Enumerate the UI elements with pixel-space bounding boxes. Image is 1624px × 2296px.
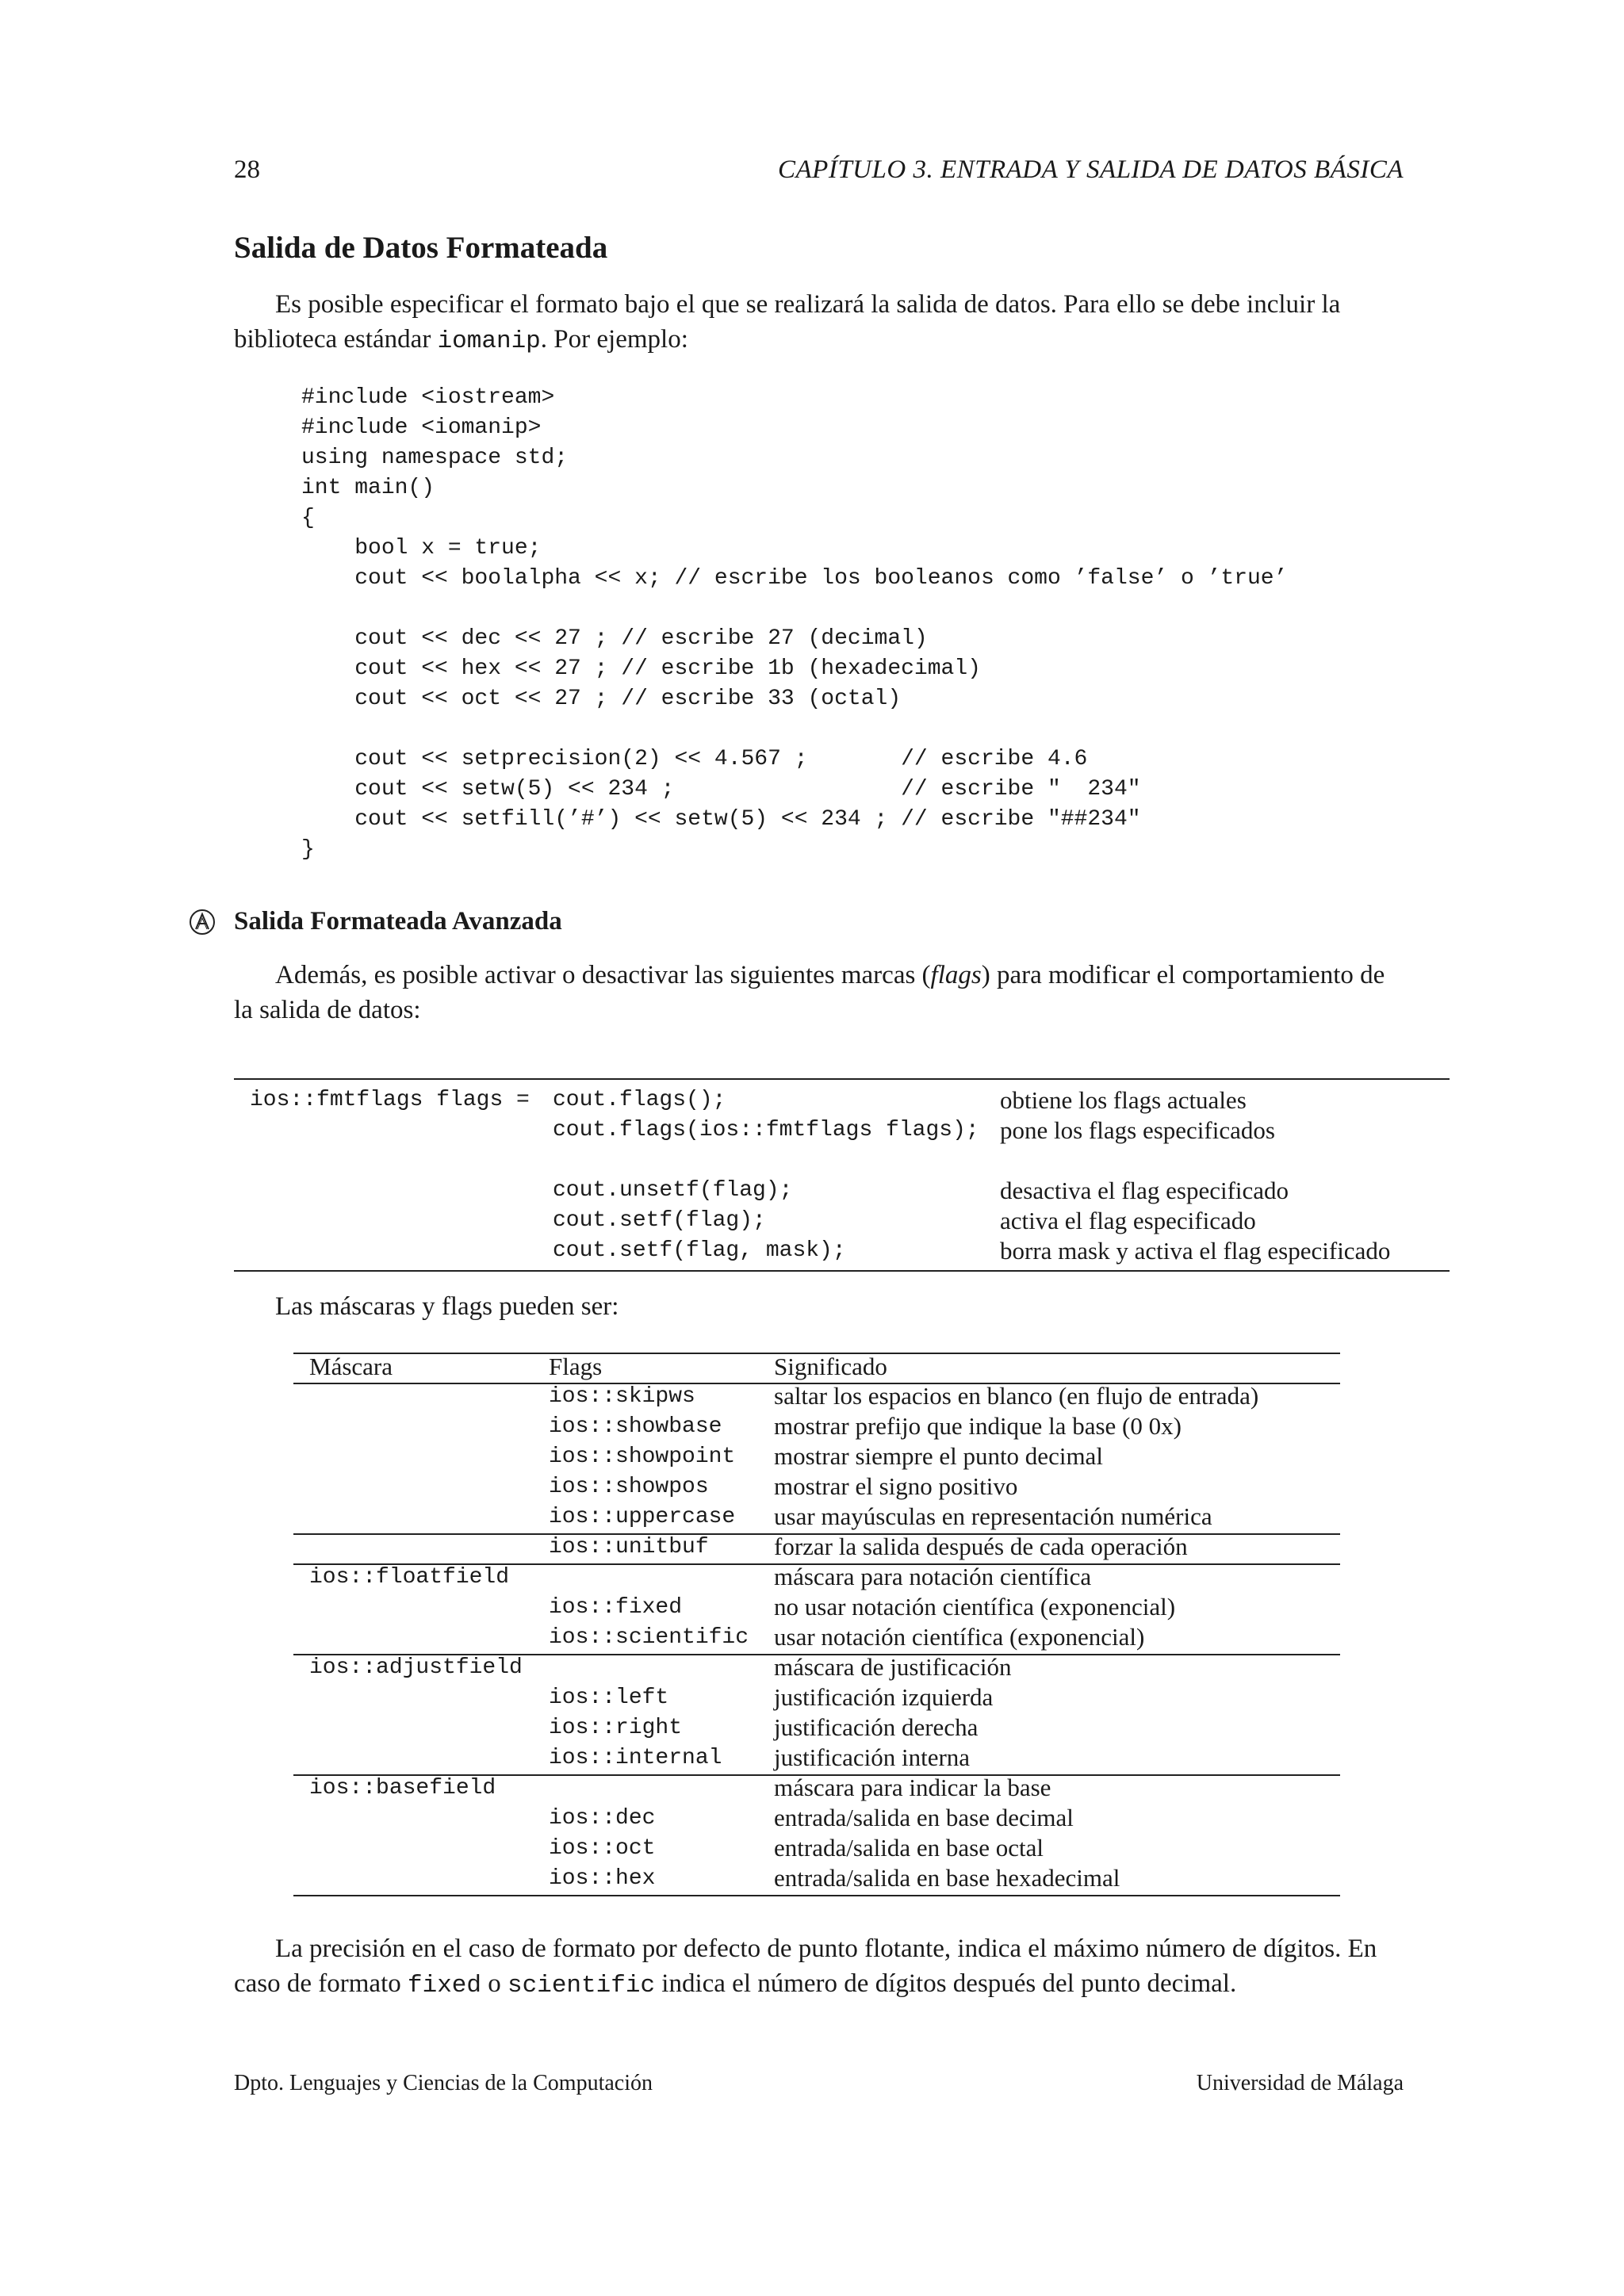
- code-line: cout << boolalpha << x; // escribe los booleanos como ’false’ o ’true’: [301, 566, 1288, 591]
- meaning-cell: mostrar el signo positivo: [774, 1472, 1018, 1500]
- precision-text-2: o: [481, 1969, 508, 1998]
- meaning-cell: justificación izquierda: [774, 1683, 994, 1711]
- table-row: [293, 1565, 1340, 1595]
- meaning-cell: máscara de justificación: [774, 1653, 1012, 1681]
- masks-intro: Las máscaras y flags pueden ser:: [275, 1292, 619, 1321]
- code-line: cout << hex << 27 ; // escribe 1b (hexadecimal): [301, 656, 981, 681]
- table-row: [293, 1743, 1340, 1776]
- meaning-cell: máscara para indicar la base: [774, 1774, 1051, 1801]
- flag-cell: ios::fixed: [549, 1595, 683, 1620]
- flag-cell: ios::internal: [549, 1746, 722, 1770]
- flags-desc-cell: borra mask y activa el flag especificado: [1000, 1237, 1391, 1265]
- flags-desc-cell: obtiene los flags actuales: [1000, 1086, 1247, 1114]
- intro-text-1: Es posible especificar el formato bajo el que se realizará la salida de datos. Para ello se debe incluir la biblioteca estándar: [234, 290, 1341, 354]
- meaning-cell: usar mayúsculas en representación numérica: [774, 1502, 1212, 1530]
- flags-italic-term: flags: [930, 961, 982, 989]
- code-line: [301, 594, 1287, 624]
- inline-code-fixed: fixed: [408, 1972, 482, 1999]
- flags-paragraph: [234, 958, 1404, 1027]
- precision-paragraph: [234, 1931, 1404, 2003]
- code-line: int main(): [301, 476, 435, 500]
- flags-call-cell: cout.unsetf(flag);: [553, 1178, 793, 1203]
- table-row: [293, 1384, 1340, 1414]
- flag-cell: ios::uppercase: [549, 1505, 736, 1529]
- table-row: [293, 1535, 1340, 1565]
- table-top-rule: [234, 1078, 1450, 1080]
- code-example: [301, 383, 1287, 865]
- table-row: [293, 1806, 1340, 1836]
- footer-university: Universidad de Málaga: [1196, 2071, 1404, 2095]
- flag-cell: ios::showpos: [549, 1475, 709, 1499]
- intro-text-2: . Por ejemplo:: [540, 325, 688, 354]
- code-line: cout << setprecision(2) << 4.567 ; // escribe 4.6: [301, 747, 1088, 771]
- flag-cell: ios::showpoint: [549, 1445, 736, 1469]
- mask-cell: ios::basefield: [309, 1776, 496, 1800]
- table-row: [293, 1866, 1340, 1896]
- page-number: 28: [234, 155, 260, 184]
- flags-text-2: ) para modificar el comportamiento de la salida de datos:: [234, 961, 1385, 1024]
- meaning-cell: máscara para notación científica: [774, 1563, 1092, 1590]
- header-mask: Máscara: [309, 1353, 393, 1380]
- running-header: [234, 155, 1404, 195]
- code-line: cout << setfill(’#’) << setw(5) << 234 ; // escribe "##234": [301, 807, 1141, 832]
- precision-text-3: indica el número de dígitos después del punto decimal.: [655, 1969, 1237, 1998]
- flag-cell: ios::skipws: [549, 1384, 695, 1409]
- table-row: [293, 1776, 1340, 1806]
- table-rule: [293, 1353, 1340, 1354]
- meaning-cell: forzar la salida después de cada operación: [774, 1533, 1188, 1560]
- code-line: }: [301, 837, 315, 862]
- flag-cell: ios::showbase: [549, 1414, 722, 1439]
- chapter-title: CAPÍTULO 3. ENTRADA Y SALIDA DE DATOS BÁSICA: [778, 155, 1404, 184]
- table-row: [293, 1836, 1340, 1866]
- table-row: [293, 1595, 1340, 1625]
- header-meaning: Significado: [774, 1353, 887, 1380]
- flags-call-cell: cout.flags();: [553, 1088, 726, 1112]
- page-footer: [234, 2071, 1404, 2103]
- flags-desc-cell: pone los flags especificados: [1000, 1116, 1275, 1144]
- code-line: using namespace std;: [301, 446, 569, 470]
- mask-cell: ios::adjustfield: [309, 1655, 523, 1680]
- flags-call-cell: cout.flags(ios::fmtflags flags);: [553, 1118, 979, 1142]
- section-title: Salida de Datos Formateada: [234, 231, 608, 265]
- flag-cell: ios::right: [549, 1716, 683, 1740]
- flags-call-cell: cout.setf(flag);: [553, 1208, 766, 1233]
- flags-desc-cell: desactiva el flag especificado: [1000, 1177, 1289, 1204]
- code-line: #include <iomanip>: [301, 415, 542, 440]
- flag-cell: ios::oct: [549, 1836, 656, 1861]
- flags-desc-cell: activa el flag especificado: [1000, 1207, 1256, 1234]
- table-bottom-rule: [234, 1270, 1450, 1272]
- code-line: cout << dec << 27 ; // escribe 27 (decimal): [301, 626, 928, 651]
- flag-cell: ios::dec: [549, 1806, 656, 1831]
- code-line: [301, 714, 1287, 744]
- table-row: [293, 1625, 1340, 1655]
- meaning-cell: mostrar prefijo que indique la base (0 0x): [774, 1412, 1182, 1440]
- flags-text-1: Además, es posible activar o desactivar las siguientes marcas (: [275, 961, 931, 989]
- inline-code-scientific: scientific: [508, 1972, 656, 1999]
- meaning-cell: entrada/salida en base octal: [774, 1834, 1044, 1862]
- masks-flags-table: [293, 1353, 1340, 1908]
- header-flags: Flags: [549, 1353, 603, 1380]
- meaning-cell: justificación interna: [774, 1743, 971, 1771]
- flag-cell: ios::scientific: [549, 1625, 749, 1650]
- meaning-cell: no usar notación científica (exponencial): [774, 1593, 1176, 1621]
- table-row: [293, 1683, 1340, 1716]
- flag-cell: ios::unitbuf: [549, 1535, 709, 1559]
- code-line: cout << oct << 27 ; // escribe 33 (octal): [301, 687, 902, 711]
- advanced-icon: [189, 909, 216, 936]
- subsection-title: Salida Formateada Avanzada: [234, 907, 562, 936]
- table-row: [293, 1713, 1340, 1746]
- intro-paragraph: [234, 287, 1404, 359]
- meaning-cell: entrada/salida en base hexadecimal: [774, 1864, 1120, 1892]
- flag-cell: ios::left: [549, 1686, 669, 1710]
- meaning-cell: justificación derecha: [774, 1713, 979, 1741]
- mask-cell: ios::floatfield: [309, 1565, 510, 1590]
- footer-department: Dpto. Lenguajes y Ciencias de la Computación: [234, 2071, 653, 2095]
- table-row: [293, 1502, 1340, 1535]
- code-line: bool x = true;: [301, 536, 542, 561]
- code-line: {: [301, 506, 315, 530]
- table-row: [293, 1442, 1340, 1475]
- precision-text-1: La precisión en el caso de formato por defecto de punto flotante, indica el máximo número de dígitos. En caso de formato: [234, 1934, 1377, 1998]
- flags-decl-cell: ios::fmtflags flags =: [250, 1088, 530, 1112]
- code-line: #include <iostream>: [301, 385, 555, 410]
- inline-code-iomanip: iomanip: [437, 327, 541, 355]
- meaning-cell: usar notación científica (exponencial): [774, 1623, 1145, 1651]
- code-line: cout << setw(5) << 234 ; // escribe " 234": [301, 777, 1141, 802]
- table-row: [293, 1655, 1340, 1686]
- flags-call-cell: cout.setf(flag, mask);: [553, 1238, 846, 1263]
- table-row: [293, 1414, 1340, 1445]
- meaning-cell: entrada/salida en base decimal: [774, 1804, 1074, 1831]
- flag-cell: ios::hex: [549, 1866, 656, 1891]
- table-row: [293, 1472, 1340, 1505]
- meaning-cell: saltar los espacios en blanco (en flujo de entrada): [774, 1382, 1259, 1410]
- meaning-cell: mostrar siempre el punto decimal: [774, 1442, 1103, 1470]
